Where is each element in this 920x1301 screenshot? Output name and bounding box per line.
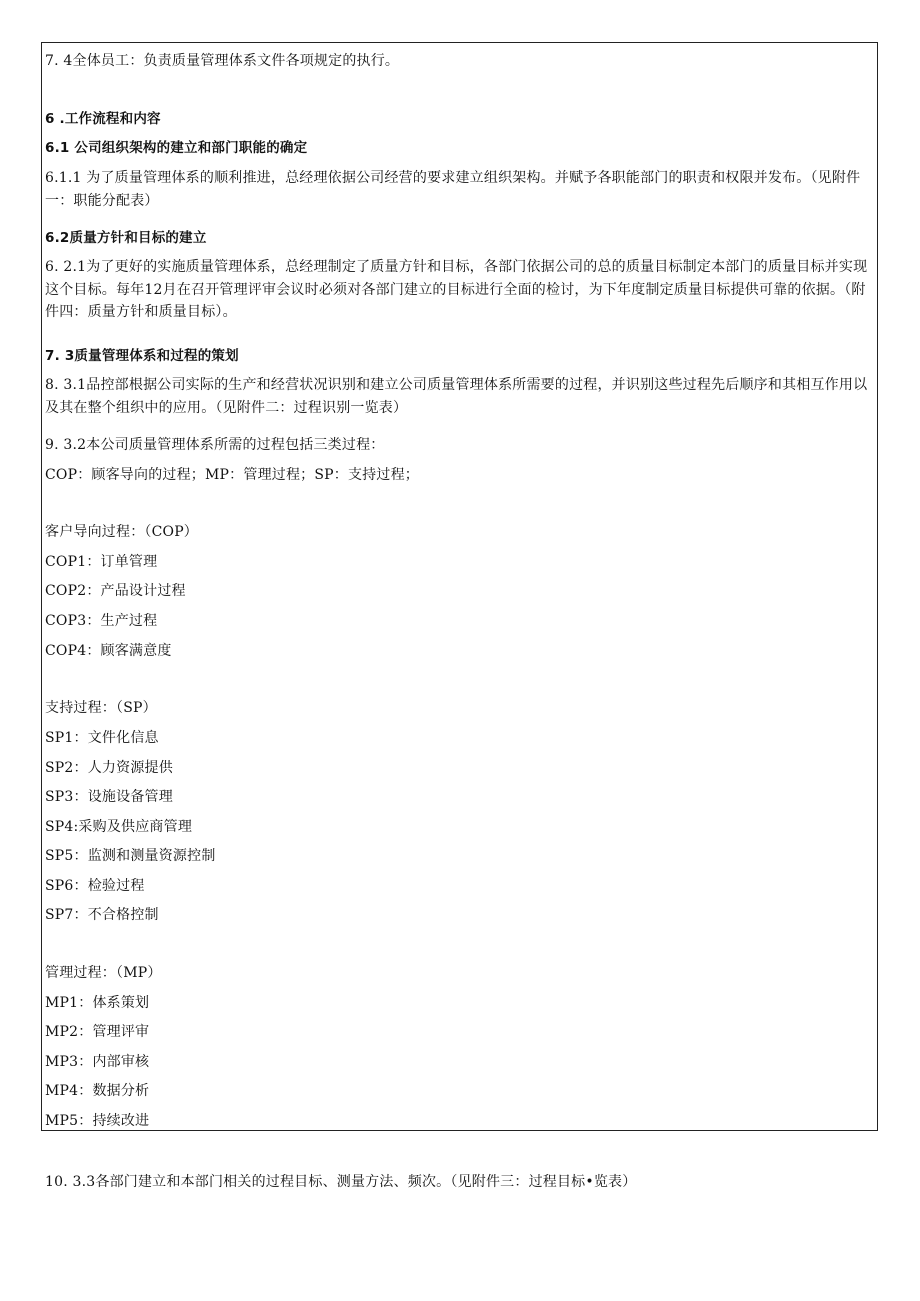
paragraph-6-1-1: 6.1.1 为了质量管理体系的顺利推进，总经理依据公司经营的要求建立组织架构。并赋予各职能部门的职责和权限并发布。（见附件一：职能分配表） [45, 170, 861, 209]
sp-title: 支持过程：（SP） [45, 700, 157, 716]
list-item: SP2：人力资源提供 [45, 760, 173, 776]
section-6-1-heading: 6.1 公司组织架构的建立和部门职能的确定 [45, 140, 308, 156]
list-item: COP3：生产过程 [45, 613, 158, 629]
process-types-line: COP：顾客导向的过程；MP：管理过程；SP：支持过程； [45, 467, 419, 483]
list-item: SP4:采购及供应商管理 [45, 819, 193, 835]
list-item: SP3：设施设备管理 [45, 789, 173, 805]
paragraph-9-3-2: 9. 3.2本公司质量管理体系所需的过程包括三类过程： [45, 437, 385, 453]
list-item: MP5：持续改进 [45, 1113, 150, 1129]
list-item: COP2：产品设计过程 [45, 583, 186, 599]
list-item: COP4：顾客满意度 [45, 643, 172, 659]
list-item: MP2：管理评审 [45, 1024, 150, 1040]
section-7-3-heading: 7. 3质量管理体系和过程的策划 [45, 348, 239, 364]
paragraph-6-2-1: 6. 2.1为了更好的实施质量管理体系，总经理制定了质量方针和目标，各部门依据公司的总的质量目标制定本部门的质量目标并实现这个目标。每年12月在召开管理评审会议时必须对各部门建立的目标进行全面的检讨，为下年度制定质量目标提供可靠的依据。（附件四：质量方针和质量目标）。 [45, 259, 868, 320]
section-6-2-heading: 6.2质量方针和目标的建立 [45, 230, 207, 246]
list-item: SP1：文件化信息 [45, 730, 159, 746]
list-item: MP4：数据分析 [45, 1083, 150, 1099]
paragraph-8-3-1: 8. 3.1品控部根据公司实际的生产和经营状况识别和建立公司质量管理体系所需要的过程，并识别这些过程先后顺序和其相互作用以及其在整个组织中的应用。（见附件二：过程识别一览表） [45, 377, 868, 416]
section-6-heading: 6 .工作流程和内容 [45, 111, 161, 127]
responsibility-all-staff: 7. 4全体员工：负责质量管理体系文件各项规定的执行。 [45, 53, 400, 69]
list-item: SP6：检验过程 [45, 878, 145, 894]
paragraph-10-3-3: 10. 3.3各部门建立和本部门相关的过程目标、测量方法、频次。（见附件三：过程目标•览表） [45, 1174, 637, 1190]
cop-title: 客户导向过程：（COP） [45, 524, 199, 540]
list-item: MP1：体系策划 [45, 995, 150, 1011]
list-item: MP3：内部审核 [45, 1054, 150, 1070]
list-item: COP1：订单管理 [45, 554, 158, 570]
list-item: SP5：监测和测量资源控制 [45, 848, 216, 864]
mp-title: 管理过程：（MP） [45, 965, 162, 981]
list-item: SP7：不合格控制 [45, 907, 159, 923]
